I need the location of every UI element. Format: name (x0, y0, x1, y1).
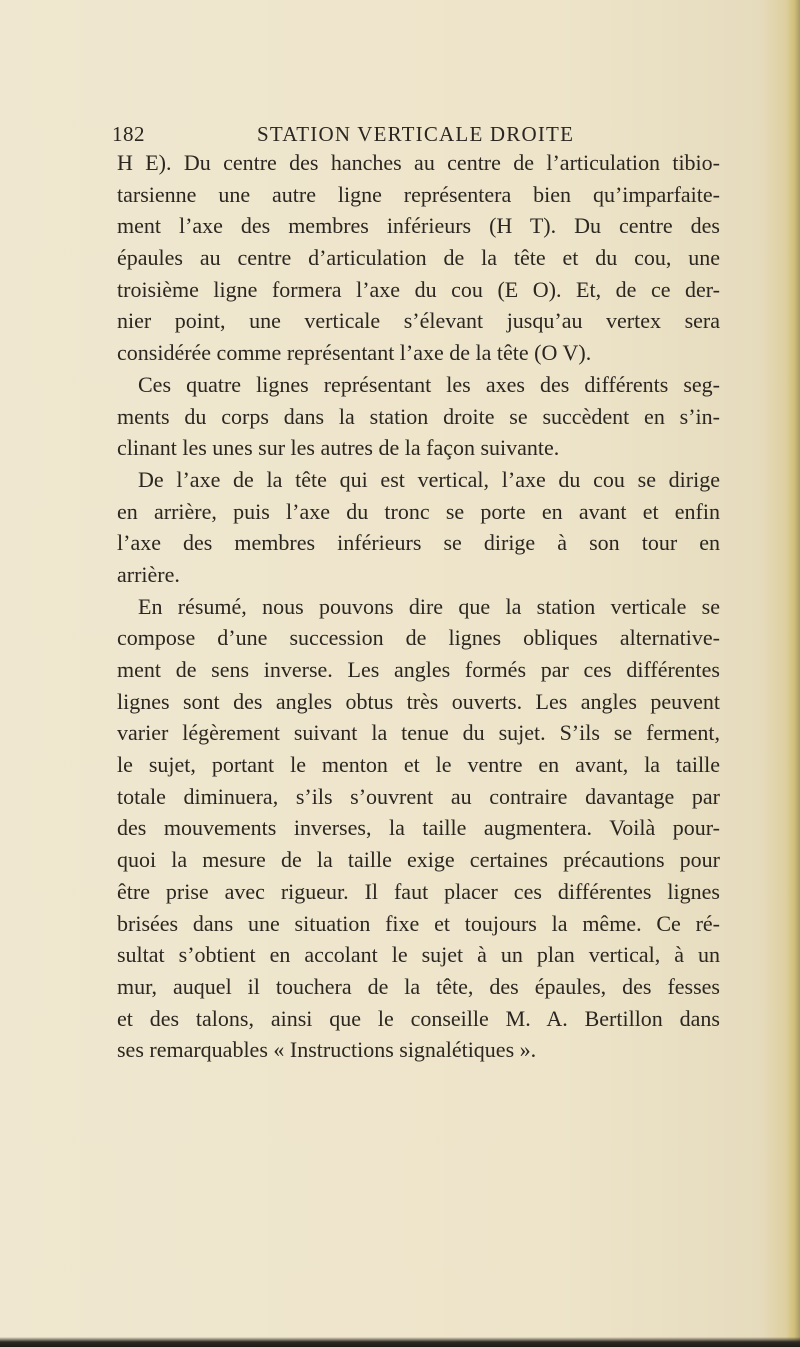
text-line: ment l’axe des membres inférieurs (H T). Du centre des (117, 213, 720, 239)
text-line: le sujet, portant le menton et le ventre en avant, la taille (117, 752, 720, 778)
text-line: ses remarquables « Instructions signalétiques ». (117, 1037, 537, 1063)
page-header (112, 120, 712, 150)
text-line: H E). Du centre des hanches au centre de l’articulation tibio- (117, 150, 720, 175)
text-line: varier légèrement suivant la tenue du sujet. S’ils se ferment, (117, 720, 720, 746)
text-line: et des talons, ainsi que le conseille M. A. Bertillon dans (117, 1005, 720, 1031)
text-line: compose d’une succession de lignes obliques alternative- (117, 625, 720, 651)
text-line: Ces quatre lignes représentant les axes des différents seg- (138, 371, 720, 397)
text-line: troisième ligne formera l’axe du cou (E O). Et, de ce der- (117, 276, 720, 302)
text-line: totale diminuera, s’ils s’ouvrent au contraire davantage par (117, 783, 720, 809)
bottom-edge-rule (0, 1337, 800, 1347)
text-line: ment de sens inverse. Les angles formés par ces différentes (117, 657, 720, 682)
text-line: quoi la mesure de la taille exige certaines précautions pour (117, 847, 720, 873)
text-line: En résumé, nous pouvons dire que la station verticale se (138, 593, 720, 619)
text-line: épaules au centre d’articulation de la tête et du cou, une (117, 245, 720, 271)
text-line: nier point, une verticale s’élevant jusqu’au vertex sera (117, 308, 720, 334)
text-line: être prise avec rigueur. Il faut placer ces différentes lignes (117, 878, 720, 904)
text-line: ments du corps dans la station droite se succèdent en s’in- (117, 403, 720, 429)
text-line: mur, auquel il touchera de la tête, des épaules, des fesses (117, 973, 720, 999)
text-line: l’axe des membres inférieurs se dirige à son tour en (117, 530, 720, 556)
text-line: brisées dans une situation fixe et toujours la même. Ce ré- (117, 910, 720, 936)
text-line: des mouvements inverses, la taille augmentera. Voilà pour- (117, 815, 720, 841)
body-text (117, 147, 720, 1066)
text-line: lignes sont des angles obtus très ouverts. Les angles peuvent (117, 688, 720, 714)
running-title: STATION VERTICALE DROITE (257, 122, 575, 146)
page-number: 182 (112, 122, 145, 146)
page-edge-shadow (786, 0, 800, 1347)
text-line: clinant les unes sur les autres de la façon suivante. (117, 435, 560, 461)
text-line: arrière. (117, 561, 180, 587)
text-line: en arrière, puis l’axe du tronc se porte en avant et enfin (117, 498, 720, 524)
text-line: De l’axe de la tête qui est vertical, l’axe du cou se dirige (138, 466, 720, 492)
text-line: sultat s’obtient en accolant le sujet à un plan vertical, à un (117, 942, 720, 968)
text-line: tarsienne une autre ligne représentera bien qu’imparfaite- (117, 181, 720, 207)
text-line: considérée comme représentant l’axe de la tête (O V). (117, 340, 592, 366)
